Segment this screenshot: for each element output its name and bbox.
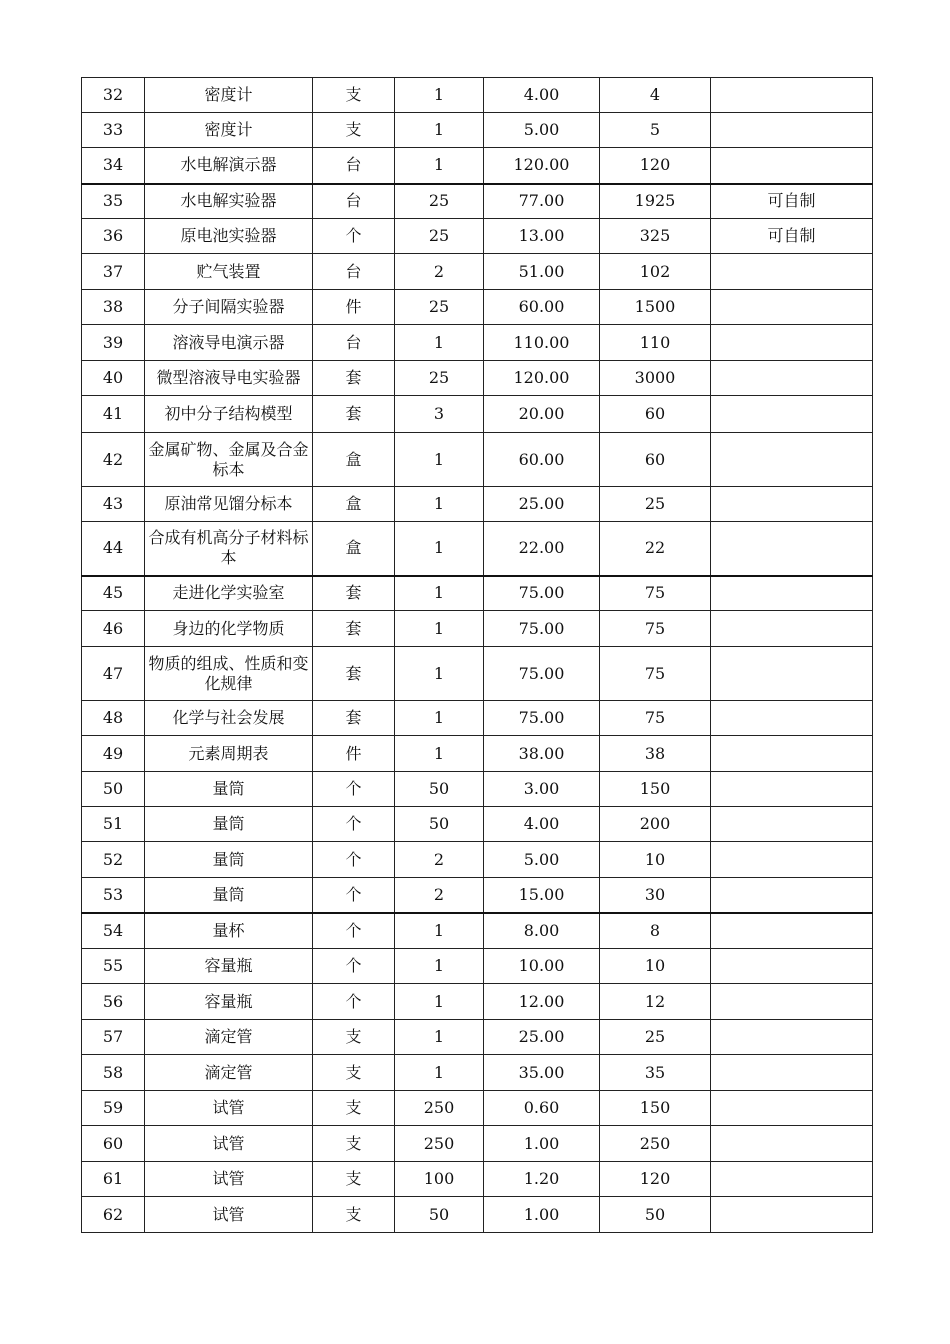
cell-note: [711, 913, 873, 949]
cell-unit: 个: [313, 949, 395, 984]
cell-note: [711, 113, 873, 148]
cell-qty: 1: [395, 522, 484, 576]
cell-note: [711, 254, 873, 290]
cell-name: 量筒: [145, 878, 313, 913]
cell-no: 48: [82, 701, 145, 736]
cell-name: 微型溶液导电实验器: [145, 361, 313, 396]
cell-unit-price: 20.00: [484, 396, 600, 433]
cell-no: 35: [82, 184, 145, 219]
cell-note: [711, 701, 873, 736]
cell-amount: 120: [600, 148, 711, 184]
cell-note: [711, 522, 873, 576]
cell-amount: 250: [600, 1126, 711, 1162]
cell-qty: 100: [395, 1162, 484, 1197]
table-row: [82, 78, 873, 113]
cell-note: [711, 1162, 873, 1197]
cell-name: 原油常见馏分标本: [145, 487, 313, 522]
cell-unit: 支: [313, 1162, 395, 1197]
cell-unit-price: 51.00: [484, 254, 600, 290]
table-row: [82, 576, 873, 611]
cell-qty: 2: [395, 254, 484, 290]
cell-name: 量杯: [145, 913, 313, 949]
cell-name: 试管: [145, 1162, 313, 1197]
table-row: [82, 772, 873, 807]
cell-note: [711, 611, 873, 647]
cell-unit-price: 1.00: [484, 1197, 600, 1233]
cell-note: 可自制: [711, 184, 873, 219]
cell-qty: 1: [395, 611, 484, 647]
cell-unit-price: 25.00: [484, 487, 600, 522]
cell-unit-price: 8.00: [484, 913, 600, 949]
cell-name: 物质的组成、性质和变化规律: [145, 647, 313, 701]
cell-no: 60: [82, 1126, 145, 1162]
cell-unit-price: 110.00: [484, 325, 600, 361]
cell-unit-price: 1.20: [484, 1162, 600, 1197]
cell-note: [711, 878, 873, 913]
cell-unit: 盒: [313, 433, 395, 487]
table-row: [82, 1020, 873, 1055]
table-row: [82, 1055, 873, 1091]
cell-no: 40: [82, 361, 145, 396]
cell-name: 贮气装置: [145, 254, 313, 290]
cell-qty: 1: [395, 148, 484, 184]
cell-no: 52: [82, 842, 145, 878]
cell-amount: 30: [600, 878, 711, 913]
cell-no: 59: [82, 1091, 145, 1126]
cell-unit-price: 12.00: [484, 984, 600, 1020]
cell-qty: 25: [395, 184, 484, 219]
cell-unit-price: 38.00: [484, 736, 600, 772]
table-row: [82, 184, 873, 219]
cell-amount: 75: [600, 611, 711, 647]
table-row: [82, 842, 873, 878]
cell-unit: 套: [313, 647, 395, 701]
cell-unit: 支: [313, 1020, 395, 1055]
cell-name: 试管: [145, 1091, 313, 1126]
cell-unit-price: 75.00: [484, 576, 600, 611]
cell-qty: 25: [395, 219, 484, 254]
cell-amount: 60: [600, 396, 711, 433]
cell-unit-price: 5.00: [484, 842, 600, 878]
cell-amount: 10: [600, 949, 711, 984]
cell-no: 36: [82, 219, 145, 254]
cell-unit-price: 75.00: [484, 701, 600, 736]
cell-note: [711, 576, 873, 611]
cell-unit: 盒: [313, 522, 395, 576]
cell-name: 溶液导电演示器: [145, 325, 313, 361]
cell-unit-price: 0.60: [484, 1091, 600, 1126]
cell-note: [711, 361, 873, 396]
cell-unit: 个: [313, 842, 395, 878]
cell-qty: 1: [395, 736, 484, 772]
cell-unit: 套: [313, 396, 395, 433]
table-row: [82, 878, 873, 913]
cell-amount: 200: [600, 807, 711, 842]
cell-unit-price: 35.00: [484, 1055, 600, 1091]
cell-amount: 38: [600, 736, 711, 772]
cell-unit-price: 75.00: [484, 647, 600, 701]
cell-no: 53: [82, 878, 145, 913]
cell-qty: 2: [395, 878, 484, 913]
cell-unit: 个: [313, 984, 395, 1020]
cell-qty: 1: [395, 325, 484, 361]
cell-note: [711, 984, 873, 1020]
cell-note: [711, 1055, 873, 1091]
cell-no: 38: [82, 290, 145, 325]
cell-qty: 1: [395, 1020, 484, 1055]
cell-name: 身边的化学物质: [145, 611, 313, 647]
cell-qty: 50: [395, 807, 484, 842]
cell-amount: 325: [600, 219, 711, 254]
table-row: [82, 433, 873, 487]
table-row: [82, 1197, 873, 1233]
cell-amount: 50: [600, 1197, 711, 1233]
cell-no: 43: [82, 487, 145, 522]
cell-note: [711, 290, 873, 325]
cell-unit: 支: [313, 1197, 395, 1233]
cell-amount: 150: [600, 772, 711, 807]
cell-no: 41: [82, 396, 145, 433]
cell-unit-price: 10.00: [484, 949, 600, 984]
cell-unit-price: 60.00: [484, 433, 600, 487]
cell-name: 量筒: [145, 807, 313, 842]
cell-qty: 1: [395, 701, 484, 736]
cell-note: [711, 325, 873, 361]
table-row: [82, 807, 873, 842]
cell-unit-price: 120.00: [484, 148, 600, 184]
cell-unit-price: 60.00: [484, 290, 600, 325]
cell-unit: 件: [313, 736, 395, 772]
cell-unit-price: 13.00: [484, 219, 600, 254]
cell-name: 量筒: [145, 842, 313, 878]
cell-qty: 1: [395, 113, 484, 148]
cell-name: 走进化学实验室: [145, 576, 313, 611]
cell-qty: 250: [395, 1126, 484, 1162]
cell-note: [711, 1020, 873, 1055]
cell-name: 密度计: [145, 113, 313, 148]
table-row: [82, 701, 873, 736]
cell-no: 33: [82, 113, 145, 148]
table-row: [82, 113, 873, 148]
cell-name: 量筒: [145, 772, 313, 807]
cell-name: 水电解实验器: [145, 184, 313, 219]
cell-name: 金属矿物、金属及合金标本: [145, 433, 313, 487]
cell-qty: 250: [395, 1091, 484, 1126]
cell-no: 51: [82, 807, 145, 842]
cell-note: [711, 433, 873, 487]
cell-amount: 35: [600, 1055, 711, 1091]
cell-qty: 1: [395, 1055, 484, 1091]
cell-amount: 75: [600, 701, 711, 736]
cell-no: 55: [82, 949, 145, 984]
cell-unit: 套: [313, 576, 395, 611]
cell-note: [711, 78, 873, 113]
cell-unit-price: 120.00: [484, 361, 600, 396]
cell-unit-price: 4.00: [484, 78, 600, 113]
table-row: [82, 647, 873, 701]
cell-note: [711, 842, 873, 878]
cell-unit: 支: [313, 113, 395, 148]
cell-unit: 个: [313, 772, 395, 807]
cell-no: 44: [82, 522, 145, 576]
cell-note: [711, 736, 873, 772]
cell-unit-price: 22.00: [484, 522, 600, 576]
cell-qty: 1: [395, 949, 484, 984]
table-row: [82, 396, 873, 433]
table-row: [82, 254, 873, 290]
cell-no: 61: [82, 1162, 145, 1197]
cell-note: [711, 949, 873, 984]
cell-amount: 1500: [600, 290, 711, 325]
cell-qty: 1: [395, 647, 484, 701]
cell-note: [711, 148, 873, 184]
cell-no: 49: [82, 736, 145, 772]
cell-unit: 件: [313, 290, 395, 325]
cell-amount: 8: [600, 913, 711, 949]
cell-unit-price: 15.00: [484, 878, 600, 913]
equipment-table: [81, 77, 873, 1233]
cell-amount: 120: [600, 1162, 711, 1197]
cell-no: 56: [82, 984, 145, 1020]
table-row: [82, 361, 873, 396]
table-row: [82, 984, 873, 1020]
cell-no: 50: [82, 772, 145, 807]
cell-unit: 套: [313, 611, 395, 647]
cell-unit: 支: [313, 1091, 395, 1126]
cell-unit: 台: [313, 254, 395, 290]
cell-note: 可自制: [711, 219, 873, 254]
table-row: [82, 913, 873, 949]
cell-unit-price: 25.00: [484, 1020, 600, 1055]
table-row: [82, 1126, 873, 1162]
cell-name: 试管: [145, 1197, 313, 1233]
cell-amount: 3000: [600, 361, 711, 396]
cell-unit: 个: [313, 878, 395, 913]
cell-name: 容量瓶: [145, 984, 313, 1020]
cell-no: 45: [82, 576, 145, 611]
cell-name: 容量瓶: [145, 949, 313, 984]
cell-unit: 套: [313, 701, 395, 736]
cell-unit-price: 4.00: [484, 807, 600, 842]
cell-note: [711, 1126, 873, 1162]
cell-unit: 盒: [313, 487, 395, 522]
cell-qty: 1: [395, 78, 484, 113]
cell-unit: 台: [313, 325, 395, 361]
cell-amount: 75: [600, 647, 711, 701]
cell-unit-price: 77.00: [484, 184, 600, 219]
cell-unit: 个: [313, 219, 395, 254]
cell-no: 57: [82, 1020, 145, 1055]
cell-name: 分子间隔实验器: [145, 290, 313, 325]
table-row: [82, 290, 873, 325]
table-row: [82, 736, 873, 772]
cell-no: 47: [82, 647, 145, 701]
cell-amount: 22: [600, 522, 711, 576]
cell-name: 初中分子结构模型: [145, 396, 313, 433]
cell-amount: 150: [600, 1091, 711, 1126]
cell-no: 32: [82, 78, 145, 113]
cell-amount: 10: [600, 842, 711, 878]
cell-amount: 5: [600, 113, 711, 148]
cell-amount: 110: [600, 325, 711, 361]
cell-qty: 25: [395, 290, 484, 325]
table-row: [82, 219, 873, 254]
cell-name: 试管: [145, 1126, 313, 1162]
cell-qty: 2: [395, 842, 484, 878]
table-row: [82, 949, 873, 984]
cell-unit: 个: [313, 913, 395, 949]
cell-unit-price: 1.00: [484, 1126, 600, 1162]
table-row: [82, 611, 873, 647]
cell-unit: 台: [313, 148, 395, 184]
table-row: [82, 487, 873, 522]
cell-no: 58: [82, 1055, 145, 1091]
cell-amount: 102: [600, 254, 711, 290]
cell-qty: 50: [395, 772, 484, 807]
cell-unit: 支: [313, 1126, 395, 1162]
cell-name: 密度计: [145, 78, 313, 113]
cell-no: 46: [82, 611, 145, 647]
table-row: [82, 522, 873, 576]
cell-unit-price: 5.00: [484, 113, 600, 148]
cell-name: 滴定管: [145, 1055, 313, 1091]
cell-no: 54: [82, 913, 145, 949]
cell-name: 水电解演示器: [145, 148, 313, 184]
cell-qty: 25: [395, 361, 484, 396]
cell-unit-price: 3.00: [484, 772, 600, 807]
cell-note: [711, 647, 873, 701]
cell-unit: 支: [313, 78, 395, 113]
cell-note: [711, 396, 873, 433]
cell-name: 化学与社会发展: [145, 701, 313, 736]
cell-name: 元素周期表: [145, 736, 313, 772]
cell-amount: 1925: [600, 184, 711, 219]
cell-note: [711, 772, 873, 807]
cell-no: 39: [82, 325, 145, 361]
cell-no: 37: [82, 254, 145, 290]
cell-no: 42: [82, 433, 145, 487]
table-row: [82, 1091, 873, 1126]
cell-amount: 4: [600, 78, 711, 113]
cell-no: 62: [82, 1197, 145, 1233]
cell-amount: 12: [600, 984, 711, 1020]
table-row: [82, 325, 873, 361]
cell-amount: 25: [600, 1020, 711, 1055]
cell-note: [711, 1091, 873, 1126]
cell-name: 滴定管: [145, 1020, 313, 1055]
cell-amount: 60: [600, 433, 711, 487]
cell-qty: 1: [395, 487, 484, 522]
cell-unit-price: 75.00: [484, 611, 600, 647]
cell-amount: 75: [600, 576, 711, 611]
cell-qty: 1: [395, 433, 484, 487]
cell-amount: 25: [600, 487, 711, 522]
cell-unit: 台: [313, 184, 395, 219]
cell-qty: 50: [395, 1197, 484, 1233]
cell-qty: 1: [395, 576, 484, 611]
cell-qty: 1: [395, 913, 484, 949]
cell-note: [711, 1197, 873, 1233]
table-row: [82, 148, 873, 184]
cell-qty: 1: [395, 984, 484, 1020]
cell-no: 34: [82, 148, 145, 184]
cell-unit: 支: [313, 1055, 395, 1091]
cell-note: [711, 807, 873, 842]
cell-unit: 套: [313, 361, 395, 396]
cell-name: 原电池实验器: [145, 219, 313, 254]
cell-qty: 3: [395, 396, 484, 433]
cell-unit: 个: [313, 807, 395, 842]
cell-name: 合成有机高分子材料标本: [145, 522, 313, 576]
table-row: [82, 1162, 873, 1197]
cell-note: [711, 487, 873, 522]
